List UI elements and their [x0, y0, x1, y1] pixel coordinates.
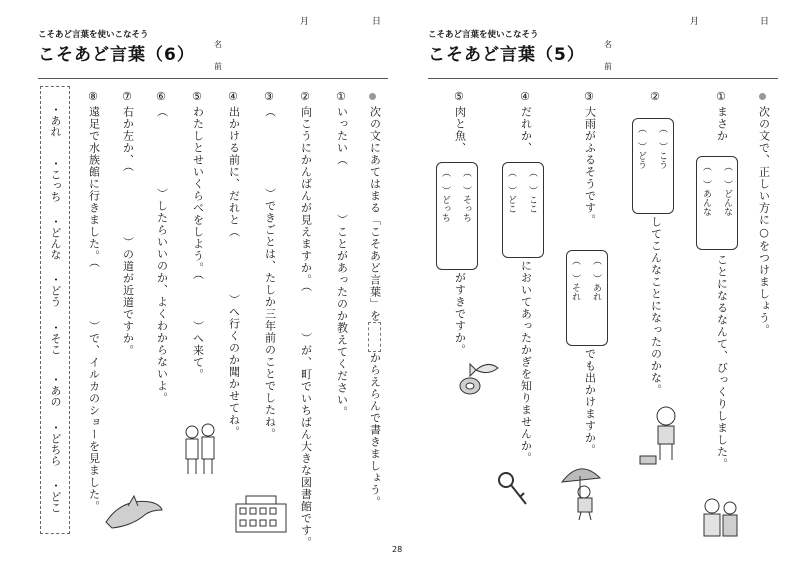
choice-option-1[interactable]: （ ）こう [657, 124, 667, 169]
worksheet-page-6 [38, 10, 398, 549]
word-option: ・どんな [49, 216, 62, 260]
answer-blank[interactable] [196, 281, 200, 321]
question-1-lead: まさか [715, 106, 729, 142]
question-number: ⑤ [192, 90, 202, 103]
page-title: こそあど言葉（5） [428, 45, 585, 65]
question-number: ⑤ [454, 90, 464, 103]
question-3: （）できごとは、たしか三年前のことでしたね。 [263, 106, 277, 440]
question-number: ① [716, 90, 726, 103]
word-option: ・あの [49, 374, 62, 407]
choice-option-2[interactable]: （ ）どこ [506, 168, 516, 213]
question-1-tail: ことになるなんて、びっくりしました。 [715, 254, 729, 470]
question-7: 右か左か、（）の道が近道ですか。 [121, 106, 135, 357]
name-label: 名前 [214, 40, 222, 71]
choice-option-2[interactable]: （ ）それ [570, 256, 580, 301]
question-number: ⑦ [122, 90, 132, 103]
question-number: ② [300, 90, 310, 103]
choice-option-1[interactable]: （ ）ここ [527, 168, 537, 213]
month-label: 月 [300, 17, 310, 27]
day-label: 日 [760, 17, 770, 27]
question-5-lead: 肉と魚、 [453, 106, 467, 154]
answer-blank[interactable] [160, 118, 164, 188]
question-number: ② [650, 90, 660, 103]
answer-blank[interactable] [92, 269, 96, 321]
answer-blank[interactable] [126, 173, 130, 237]
page-subtitle: こそあど言葉を使いこなそう [428, 30, 539, 40]
month-label: 月 [690, 17, 700, 27]
answer-blank[interactable] [268, 118, 272, 188]
word-option: ・こっち [49, 158, 62, 202]
word-option: ・どちら [49, 422, 62, 466]
choice-option-2[interactable]: （ ）どっち [440, 168, 450, 222]
surprised-child-illustration-icon [636, 402, 686, 468]
answer-blank[interactable] [232, 238, 236, 294]
page-title: こそあど言葉（6） [38, 45, 195, 65]
question-number: ⑧ [88, 90, 98, 103]
question-number: ① [336, 90, 346, 103]
page-number: 28 [392, 545, 403, 554]
word-option: ・あれ [49, 104, 62, 137]
choice-option-2[interactable]: （ ）あんな [701, 162, 711, 216]
library-building-illustration-icon [232, 492, 290, 534]
reference-box-icon [368, 322, 381, 352]
question-4-tail: においてあったかぎを知りませんか。 [519, 260, 533, 464]
question-number: ⑥ [156, 90, 166, 103]
question-5-tail: がすきですか。 [453, 272, 467, 356]
question-4: 出かける前に、だれと（）へ行くのか聞かせてね。 [227, 106, 241, 438]
question-number: ④ [520, 90, 530, 103]
question-number: ③ [264, 90, 274, 103]
question-4-lead: だれか、 [519, 106, 533, 154]
name-underline [38, 78, 388, 79]
question-1: いったい（）ことがあったのか教えてください。 [335, 106, 349, 418]
instruction-text: 次の文で、正しい方に○をつけましょう。 [757, 106, 771, 336]
choice-option-2[interactable]: （ ）どう [636, 124, 646, 169]
question-number: ④ [228, 90, 238, 103]
answer-blank[interactable] [340, 166, 344, 214]
day-label: 日 [372, 17, 382, 27]
key-illustration-icon [496, 470, 530, 510]
choice-option-1[interactable]: （ ）そっち [461, 168, 471, 222]
question-number: ③ [584, 90, 594, 103]
word-option: ・そこ [49, 322, 62, 355]
question-2: 向こうにかんばんが見えますか。（）が、町でいちばん大きな図書館です。 [299, 106, 313, 549]
name-label: 名前 [604, 40, 612, 71]
meat-fish-illustration-icon [458, 354, 502, 398]
children-measuring-illustration-icon [180, 422, 220, 478]
question-2-tail: してこんなことになったのかな。 [649, 216, 663, 396]
question-6: （）したらいいのか、よくわからないよ。 [155, 106, 169, 404]
bullet-dot-icon [759, 93, 766, 100]
two-people-illustration-icon [698, 496, 744, 540]
instruction-text: 次の文にあてはまる「こそあど言葉」をからえらんで書きましょう。 [368, 106, 382, 508]
page-subtitle: こそあど言葉を使いこなそう [38, 30, 149, 40]
bullet-dot-icon [369, 93, 376, 100]
child-umbrella-illustration-icon [558, 462, 604, 522]
word-option: ・どこ [49, 480, 62, 513]
worksheet-page-5 [428, 10, 788, 540]
word-option: ・どう [49, 274, 62, 307]
question-8: 遠足で水族館に行きました。（）で、イルカのショーを見ました。 [87, 106, 101, 513]
question-5: わたしとせいくらべをしよう。（）へ来て。 [191, 106, 205, 381]
choice-option-1[interactable]: （ ）どんな [722, 162, 732, 216]
dolphin-illustration-icon [102, 492, 166, 536]
question-3-tail: でも出かけますか。 [583, 348, 597, 456]
word-bank-box [40, 86, 70, 534]
choice-option-1[interactable]: （ ）あれ [591, 256, 601, 301]
answer-blank[interactable] [304, 293, 308, 333]
name-underline [428, 78, 778, 79]
question-3-lead: 大雨がふるそうです。 [583, 106, 597, 226]
